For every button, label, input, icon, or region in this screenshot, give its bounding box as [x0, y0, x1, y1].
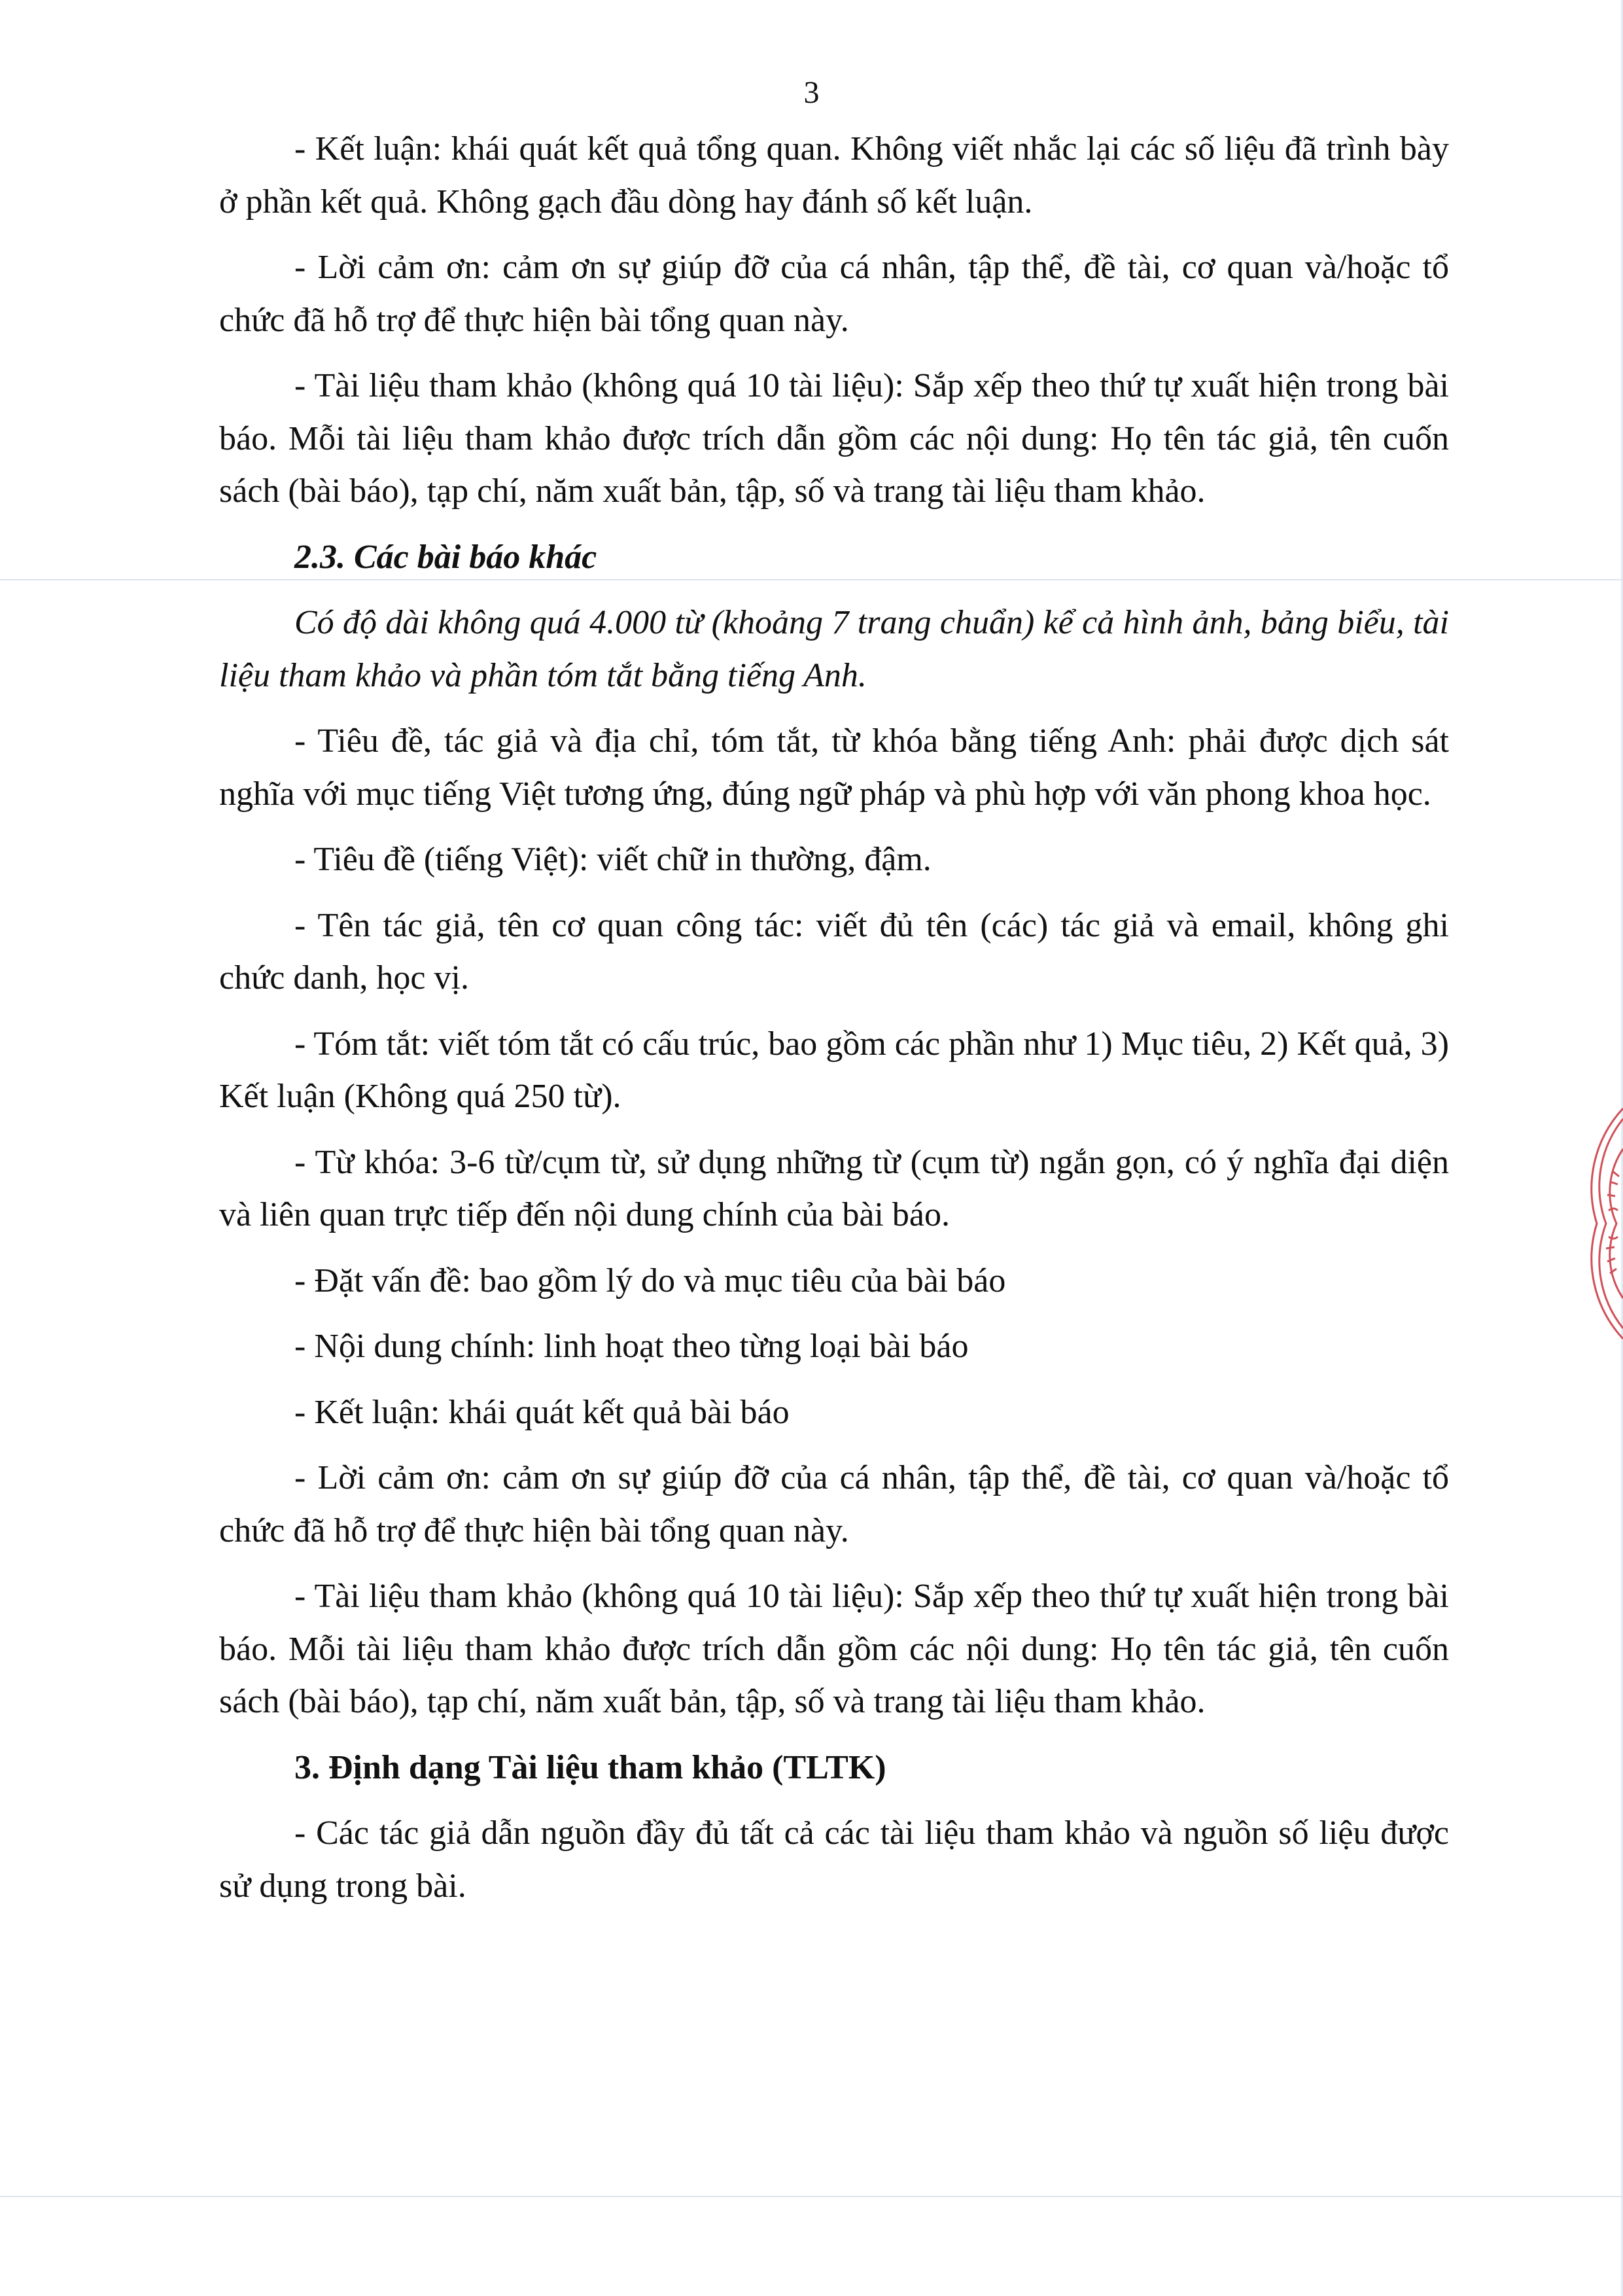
list-item: - Tên tác giả, tên cơ quan công tác: viết đủ tên (các) tác giả và email, không ghi chức danh, học vị.	[219, 906, 1449, 997]
list-item: - Đặt vấn đề: bao gồm lý do và mục tiêu của bài báo	[294, 1262, 1006, 1299]
section-intro-2-3: Có độ dài không quá 4.000 từ (khoảng 7 trang chuẩn) kể cả hình ảnh, bảng biểu, tài liệu tham khảo và phần tóm tắt bằng tiếng Anh.	[219, 604, 1449, 694]
list-item: - Từ khóa: 3-6 từ/cụm từ, sử dụng những từ (cụm từ) ngắn gọn, có ý nghĩa đại diện và liên quan trực tiếp đến nội dung chính của bài báo.	[219, 1143, 1449, 1233]
list-item: - Tóm tắt: viết tóm tắt có cấu trúc, bao gồm các phần như 1) Mục tiêu, 2) Kết quả, 3) Kết luận (Không quá 250 từ).	[219, 1025, 1449, 1115]
page-number: 3	[803, 75, 820, 110]
list-item: - Nội dung chính: linh hoạt theo từng loại bài báo	[294, 1328, 969, 1365]
list-item: - Các tác giả dẫn nguồn đầy đủ tất cả các tài liệu tham khảo và nguồn số liệu được sử dụng trong bài.	[219, 1814, 1449, 1905]
paragraph-references: - Tài liệu tham khảo (không quá 10 tài liệu): Sắp xếp theo thứ tự xuất hiện trong bài báo. Mỗi tài liệu tham khảo được trích dẫn gồm các nội dung: Họ tên tác giả, tên cuốn sách (bài báo), tạp chí, năm xuất bản, tập, số và trang tài liệu tham khảo.	[219, 367, 1449, 510]
paragraph-conclusion: - Kết luận: khái quát kết quả tổng quan. Không viết nhắc lại các số liệu đã trình bày ở phần kết quả. Không gạch đầu dòng hay đánh số kết luận.	[219, 130, 1449, 221]
list-item: - Tài liệu tham khảo (không quá 10 tài liệu): Sắp xếp theo thứ tự xuất hiện trong bài báo. Mỗi tài liệu tham khảo được trích dẫn gồm các nội dung: Họ tên tác giả, tên cuốn sách (bài báo), tạp chí, năm xuất bản, tập, số và trang tài liệu tham khảo.	[219, 1578, 1449, 1720]
scan-artifact-line	[0, 2196, 1623, 2197]
list-item: - Lời cảm ơn: cảm ơn sự giúp đỡ của cá nhân, tập thể, đề tài, cơ quan và/hoặc tổ chức đã hỗ trợ để thực hiện bài tổng quan này.	[219, 1459, 1449, 1549]
page-content	[219, 123, 1449, 1913]
section-heading-3: 3. Định dạng Tài liệu tham khảo (TLTK)	[294, 1748, 886, 1786]
seal-stamp	[1567, 1099, 1623, 1348]
list-item: - Tiêu đề, tác giả và địa chỉ, tóm tắt, từ khóa bằng tiếng Anh: phải được dịch sát nghĩa với mục tiếng Việt tương ứng, đúng ngữ pháp và phù hợp với văn phong khoa học.	[219, 722, 1449, 813]
seal-stamp-graphic	[1567, 1099, 1623, 1348]
list-item: - Kết luận: khái quát kết quả bài báo	[294, 1393, 790, 1431]
section-heading-2-3: 2.3. Các bài báo khác	[294, 538, 597, 576]
list-item: - Tiêu đề (tiếng Việt): viết chữ in thường, đậm.	[294, 841, 932, 878]
paragraph-acknowledgement: - Lời cảm ơn: cảm ơn sự giúp đỡ của cá nhân, tập thể, đề tài, cơ quan và/hoặc tổ chức đã hỗ trợ để thực hiện bài tổng quan này.	[219, 249, 1449, 339]
